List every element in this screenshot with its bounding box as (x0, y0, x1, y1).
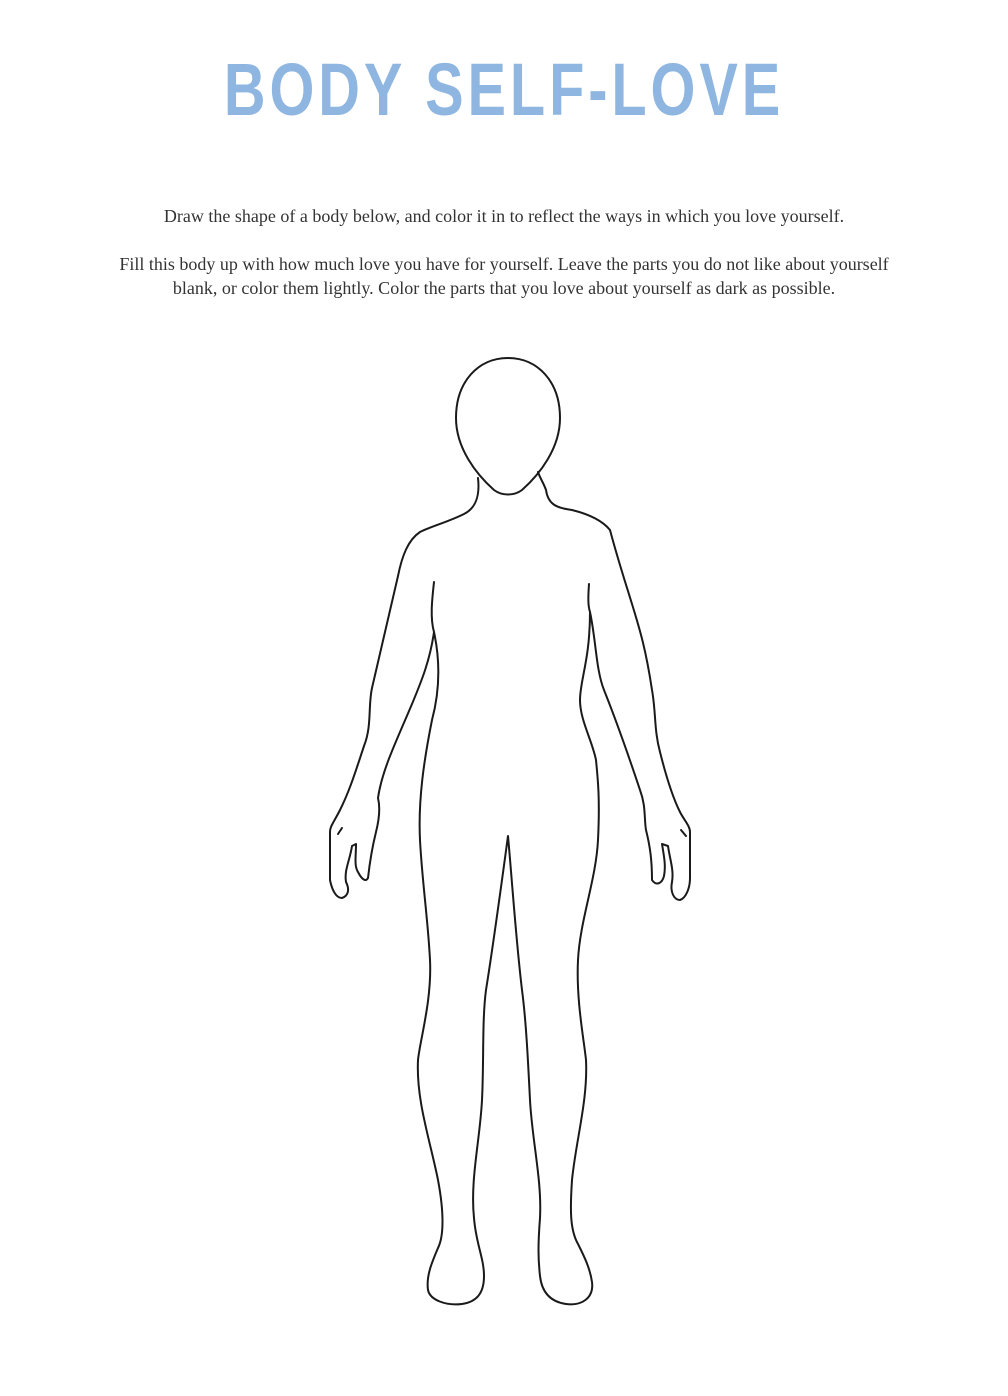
right-armpit-line (588, 584, 590, 612)
instruction-2: Fill this body up with how much love you have for yourself. Leave the parts you do not like about yourself blank, or color them lightly. Color the parts that you love about yourself as dark as possible. (119, 254, 889, 298)
left-armpit-line (432, 582, 434, 632)
left-thumb-mark (338, 828, 342, 834)
page-title: BODY SELF-LOVE (223, 48, 785, 131)
body-contour (330, 472, 690, 1304)
head-outline (456, 358, 560, 495)
right-thumb-mark (681, 830, 686, 836)
instruction-1: Draw the shape of a body below, and color it in to reflect the ways in which you love yourself. (163, 206, 845, 226)
